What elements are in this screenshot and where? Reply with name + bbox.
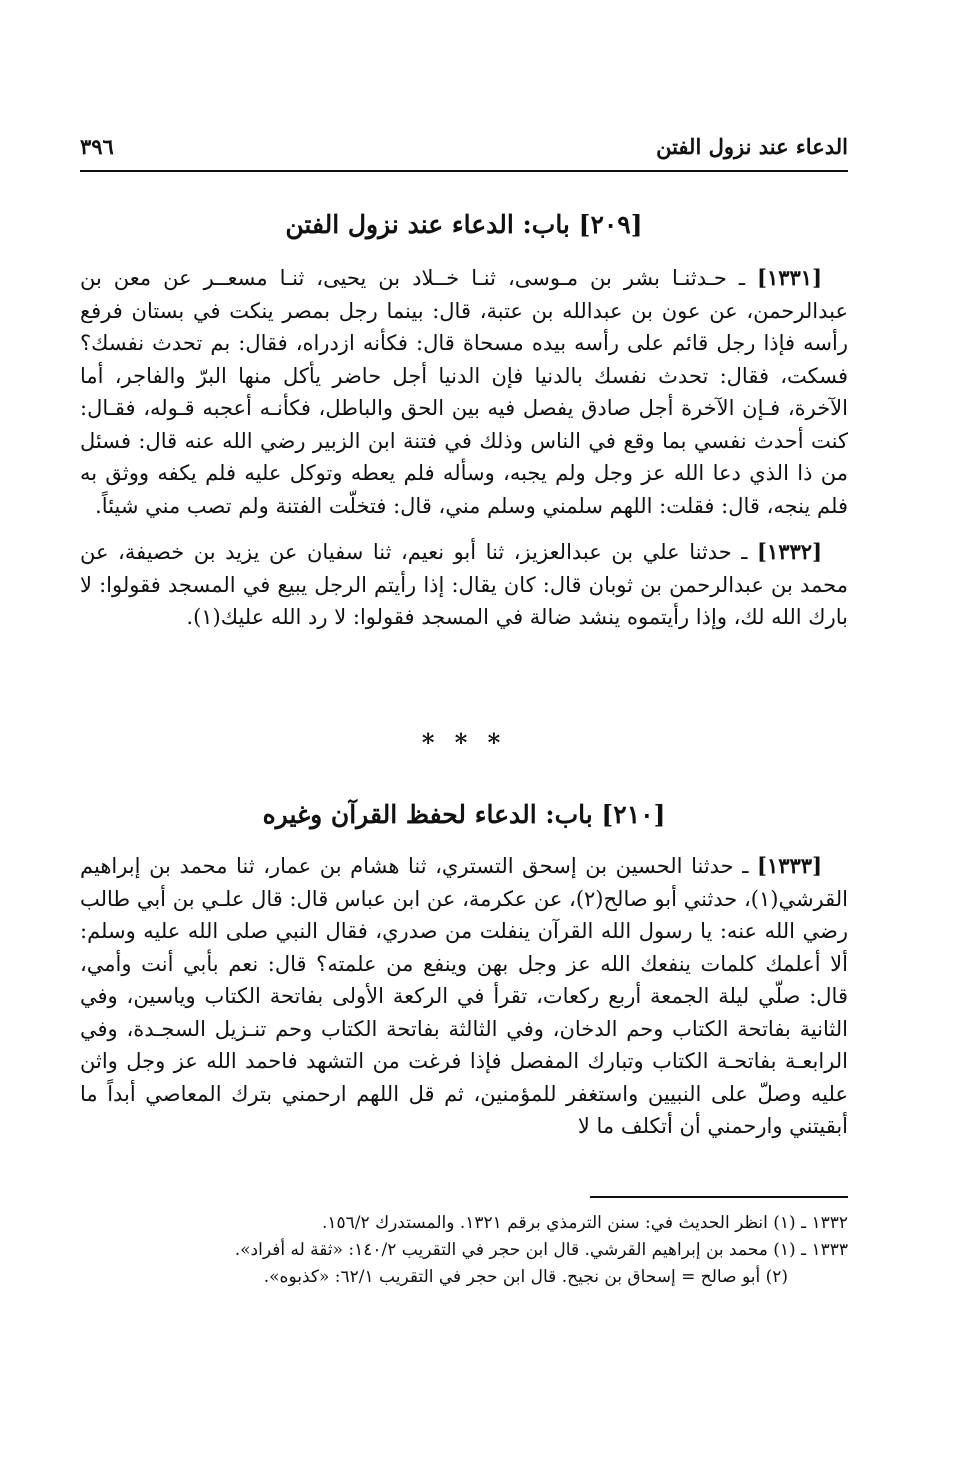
chapter-210-title: [٢١٠] باب: الدعاء لحفظ القرآن وغيره (262, 800, 666, 829)
chapter-209-body (80, 262, 848, 634)
chapter-209-title: [٢٠٩] باب: الدعاء عند نزول الفتن (285, 210, 643, 239)
section-separator: * * * (421, 728, 507, 757)
hadith-1333 (80, 850, 848, 1143)
footnote-1333-2: (٢) أبو صالح = إسحاق بن نجيح. قال ابن حجر في التقريب ٦٢/١: «كذبوه». (263, 1267, 788, 1288)
hadith-text: ـ حـدثنـا بشر بن مـوسى، ثنـا خــلاد بن يحيى، ثنـا مسعــر عن معن بن عبدالرحمن، عن عون بن عبدالله بن عتبة، قال: بينما رجل بمصر ينكت في بستان فرفع رأسه فإذا رجل قائم على رأسه بيده مسحاة قال: فكأنه ازدراه، فقال: بم تحدث نفسك؟ فسكت، فقال: تحدث نفسك بالدنيا فإن الدنيا أجل حاضر يأكل منها البرّ والفاجر، أما الآخرة، فـإن الآخرة أجل صادق يفصل فيه بين الحق والباطل، فكأنـه أعجبه قـوله، فقـال: كنت أحدث نفسي بما وقع في الناس وذلك في فتنة ابن الزبير رضي الله عنه قال: فسئل من ذا الذي دعا الله عز وجل ولم يجبه، وسأله فلم يعطه وتوكل عليه فلم يكفه ووثق به فلم ينجه، قال: فقلت: اللهم سلمني وسلم مني، قال: فتخلّت الفتنة ولم تصب مني شيئاً. (80, 266, 848, 518)
hadith-number: [١٣٣٢] (757, 539, 822, 565)
footnotes (80, 1210, 848, 1292)
running-title: الدعاء عند نزول الفتن (656, 133, 848, 159)
hadith-number: [١٣٣٣] (757, 853, 822, 878)
running-header (80, 128, 848, 164)
hadith-1331 (80, 262, 848, 522)
page-number: ٣٩٦ (80, 133, 114, 159)
footnote-rule (590, 1196, 848, 1198)
footnote-1333-1: ١٣٣٣ ـ (١) محمد بن إبراهيم القرشي. قال ابن حجر في التقريب ١٤٠/٢: «ثقة له أفراد». (234, 1240, 848, 1261)
hadith-1332 (80, 536, 848, 634)
hadith-text: ـ حدثنا علي بن عبدالعزيز، ثنا أبو نعيم، ثنا سفيان عن يزيد بن خصيفة، عن محمد بن عبدالرحمن بن ثوبان قال: كان يقال: إذا رأيتم الرجل يبيع في المسجد فقولوا: لا بارك الله لك، وإذا رأيتموه ينشد ضالة في المسجد فقولوا: لا رد الله عليك(١). (80, 540, 848, 630)
footnote-1332-1: ١٣٣٢ ـ (١) انظر الحديث في: سنن الترمذي برقم ١٣٢١. والمستدرك ١٥٦/٢. (322, 1213, 848, 1233)
header-rule (80, 170, 848, 172)
chapter-210-body (80, 850, 848, 1143)
hadith-number: [١٣٣١] (757, 265, 822, 290)
hadith-text: ـ حدثنا الحسين بن إسحق التستري، ثنا هشام بن عمار، ثنا محمد بن إبراهيم القرشي(١)، حدثني أبو صالح(٢)، عن عكرمة، عن ابن عباس قال: قال علـي بن أبي طالب رضي الله عنه: يا رسول الله القرآن ينفلت من صدري، فقال النبي صلى الله عليه وسلم: ألا أعلمك كلمات ينفعك الله عز وجل بهن وينفع من علمته؟ قال: نعم بأبي أنت وأمي، قال: صلّي ليلة الجمعة أربع ركعات، تقرأ في الركعة الأولى بفاتحة الكتاب وياسين، وفي الثانية بفاتحة الكتاب وحم الدخان، وفي الثالثة بفاتحة الكتاب وحم تنـزيل السجـدة، وفي الرابعـة بفاتحـة الكتاب وتبارك المفصل فإذا فرغت من التشهد فاحمد الله عز وجل واثن عليه وصلّ على النبيين واستغفر للمؤمنين، ثم قل اللهم ارحمني بترك المعاصي أبداً ما أبقيتني وارحمني أن أتكلف ما لا (80, 854, 848, 1139)
